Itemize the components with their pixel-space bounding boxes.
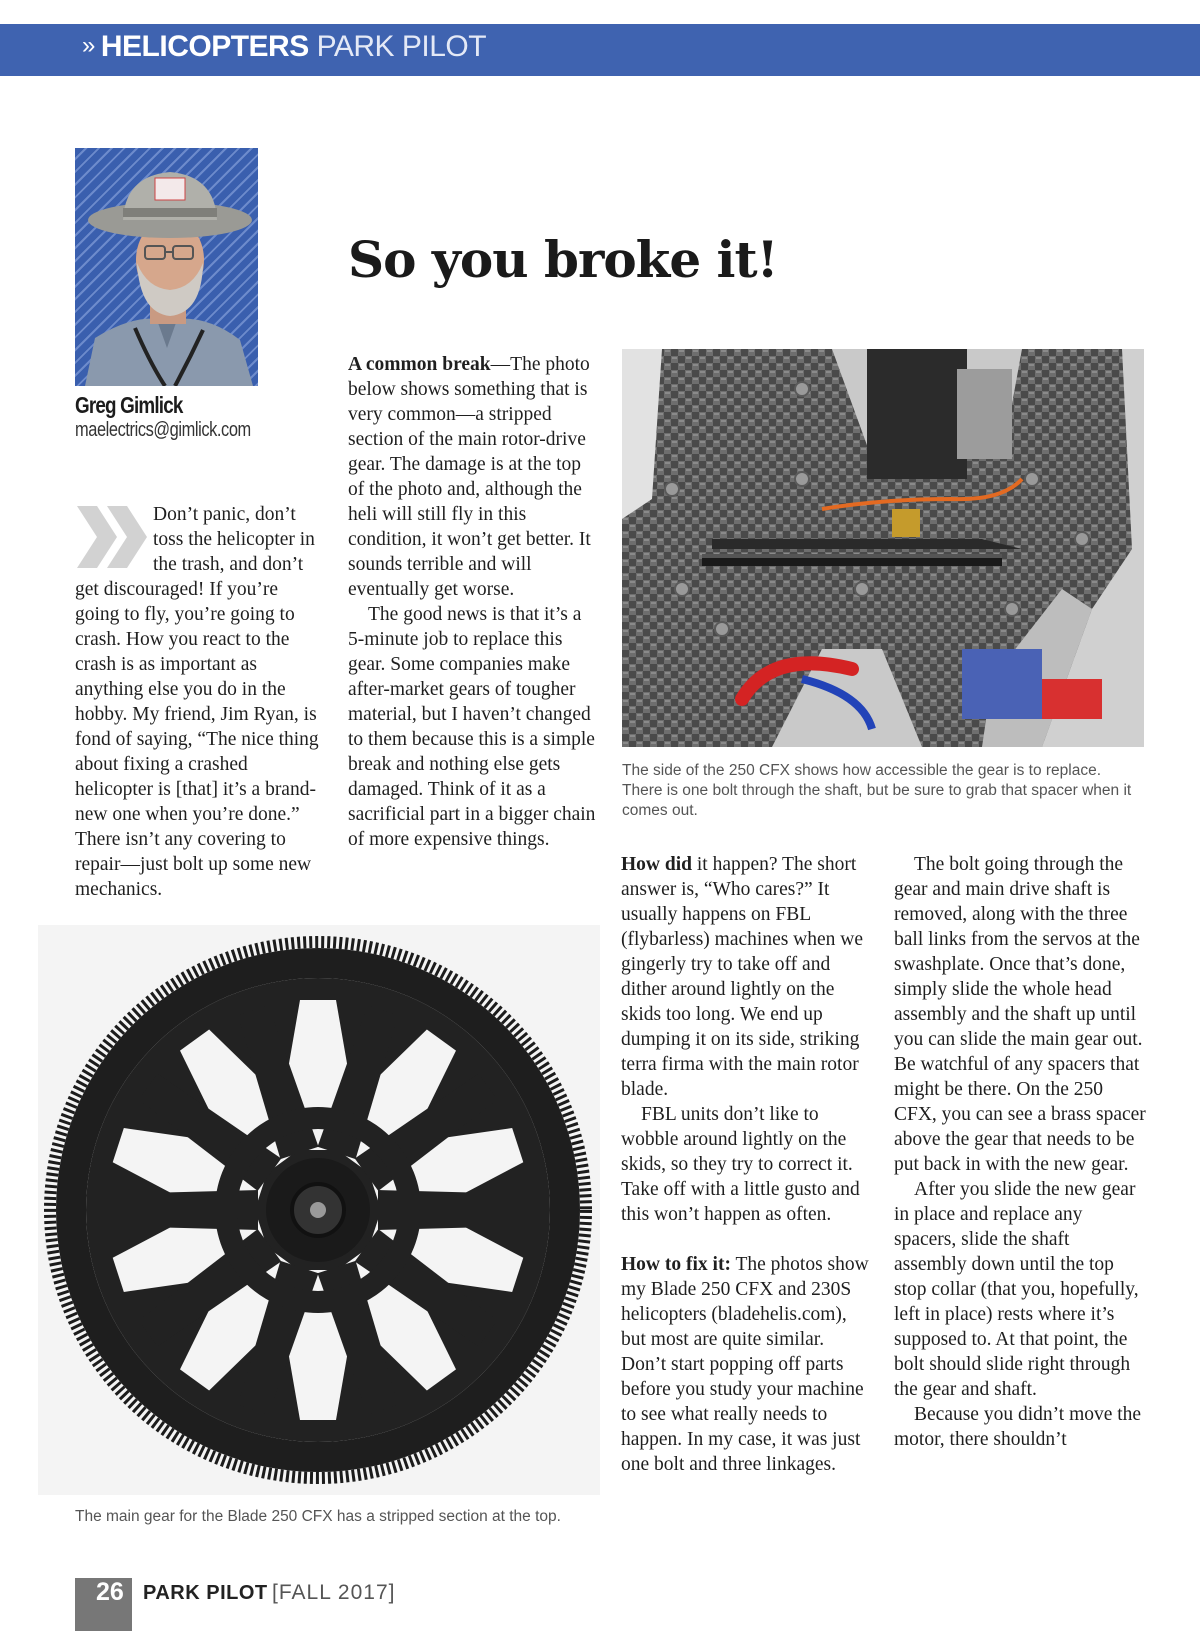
paragraph: [621, 1252, 873, 1477]
paragraph: FBL units don’t like to wobble around lightly on the skids, so they try to correct it. Take off with a little gusto and this won’t happen as often.: [621, 1104, 860, 1225]
paragraph: [621, 852, 873, 1102]
double-chevron-icon: [75, 502, 151, 572]
main-gear-photo: [38, 925, 600, 1495]
gear-photo-caption: The main gear for the Blade 250 CFX has a stripped section at the top.: [75, 1508, 561, 1525]
issue-label: [FALL 2017]: [272, 1581, 396, 1604]
author-photo: [75, 148, 258, 386]
body-column-3: [621, 852, 873, 1477]
gear-illustration: [38, 925, 600, 1495]
author-name: Greg Gimlick: [75, 392, 183, 418]
run-in-head: A common break: [348, 354, 491, 375]
run-in-head: How did: [621, 854, 692, 875]
double-chevron-icon: »: [82, 32, 95, 59]
run-in-head: How to fix it:: [621, 1254, 731, 1275]
paragraph: [348, 352, 600, 602]
section-subtitle: PARK PILOT: [316, 30, 487, 63]
paragraph: The good news is that it’s a 5-minute job to replace this gear. Some companies make after-market gears of tougher material, but I haven’t changed to them because this is a simple break and nothing else gets damaged. Think of it as a sacrificial part in a bigger chain of more expensive things.: [348, 604, 596, 850]
intro-paragraph: Don’t panic, don’t toss the helicopter in the trash, and don’t get discouraged! If you’re going to fly, you’re going to crash. How you react to the crash is as important as anything else you do in the hobby. My friend, Jim Ryan, is fond of saying, “The nice thing about fixing a crashed helicopter is [that] it’s a brand-new one when you’re done.” There isn’t any covering to repair—just bolt up some new mechanics.: [75, 504, 319, 900]
magazine-name: PARK PILOT: [143, 1582, 268, 1604]
paragraph-text: —The photo below shows something that is very common—a stripped section of the main rotor-drive gear. The damage is at the top of the photo and, although the heli will still fly in this condition, it won’t get better. It sounds terrible and will eventually get worse.: [348, 354, 591, 600]
side-photo: [622, 349, 1144, 747]
side-photo-caption: The side of the 250 CFX shows how accessible the gear is to replace. There is one bolt through the shaft, but be sure to grab that spacer when it comes out.: [622, 762, 1132, 819]
body-column-1: [75, 502, 327, 902]
paragraph: After you slide the new gear in place and replace any spacers, slide the shaft assembly down until the top stop collar (that you, hopefully, left in place) rests where it’s supposed to. At that point, the bolt should slide right through the gear and shaft.: [894, 1179, 1139, 1400]
article-headline: So you broke it!: [348, 230, 778, 289]
body-column-2: [348, 352, 600, 852]
author-email: maelectrics@gimlick.com: [75, 419, 251, 441]
paragraph: Because you didn’t move the motor, there shouldn’t: [894, 1404, 1142, 1450]
paragraph-text: it happen? The short answer is, “Who cares?” It usually happens on FBL (flybarless) machines when we gingerly try to take off and dither around lightly on the skids too long. We end up dumping it on its side, striking terra firma with the main rotor blade.: [621, 854, 864, 1100]
section-header: [82, 30, 486, 64]
page-number: 26: [96, 1578, 124, 1606]
section-title: HELICOPTERS: [100, 30, 309, 63]
paragraph: The bolt going through the gear and main drive shaft is removed, along with the three ball links from the servos at the swashplate. Once that’s done, simply slide the whole head assembly and the shaft up until you can slide the main gear out. Be watchful of any spacers that might be there. On the 250 CFX, you can see a brass spacer above the gear that needs to be put back in with the new gear.: [894, 854, 1146, 1175]
paragraph-text: The photos show my Blade 250 CFX and 230S helicopters (bladehelis.com), but most are quite similar. Don’t start popping off parts before you study your machine to see what really needs to happen. In my case, it was just one bolt and three linkages.: [621, 1254, 869, 1475]
body-column-4: [894, 852, 1146, 1452]
